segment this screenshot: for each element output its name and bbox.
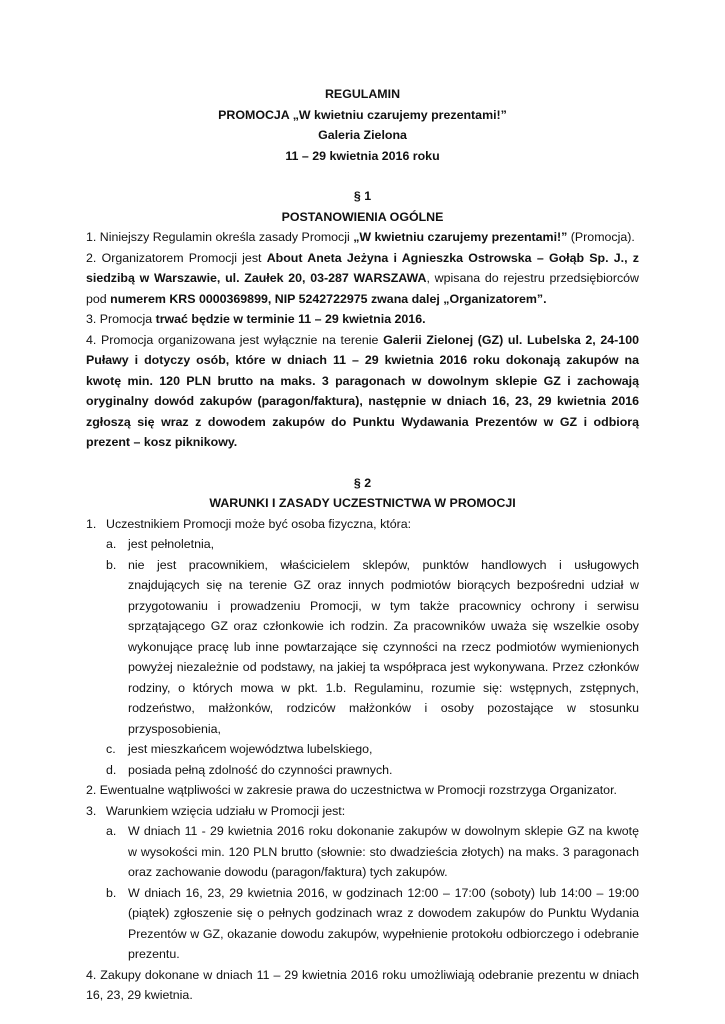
- section-1-point-3: 3. Promocja trwać będzie w terminie 11 – 29 kwietnia 2016.: [86, 312, 426, 326]
- list-item: b. nie jest pracownikiem, właścicielem sklepów, punktów handlowych i usługowych znajdujących się na terenie GZ oraz innych podmiotów biorących bezpośredni udział w przygotowaniu i prowadzeniu Promocji, w tym także pracownicy ochrony i serwisu sprzątającego GZ oraz członkowie ich rodzin. Za pracowników uważa się wszelkie osoby wykonujące pracę lub inne powtarzające się czynności na rzecz podmiotów wymienionych powyżej niezależnie od podstawy, na jakiej ta współpraca jest wykonywana. Przez członków rodziny, o których mowa w pkt. 1.b. Regulaminu, rozumie się: wstępnych, zstępnych, rodzeństwo, małżonków, rodziców małżonków i osoby pozostające w stosunku przysposobienia,: [106, 557, 639, 736]
- section-2-point-3-sublist: [106, 821, 639, 965]
- list-item: c. jest mieszkańcem województwa lubelskiego,: [106, 742, 373, 756]
- promo-dates: 11 – 29 kwietnia 2016 roku: [285, 148, 440, 163]
- section-2-point-1: 1. Uczestnikiem Promocji może być osoba fizyczna, która:: [86, 516, 412, 531]
- promo-name: PROMOCJA „W kwietniu czarujemy prezentami!”: [218, 107, 507, 122]
- list-item: b. W dniach 16, 23, 29 kwietnia 2016, w godzinach 12:00 – 17:00 (soboty) lub 14:00 – 19:00 (piątek) zgłoszenie się o pełnych godzinach wraz z dowodem zakupów do Punktu Wydania Prezentów w GZ, okazanie dowodu zakupów, wypełnienie protokołu odbiorczego i odebranie prezentu.: [106, 885, 639, 961]
- list-item: d. posiada pełną zdolność do czynności prawnych.: [106, 762, 393, 777]
- section-2-point-2: 2. Ewentualne wątpliwości w zakresie prawa do uczestnictwa w Promocji rozstrzyga Organizator.: [86, 783, 617, 797]
- section-2-point-3: 3. Warunkiem wzięcia udziału w Promocji jest:: [86, 803, 346, 818]
- section-1-heading: POSTANOWIENIA OGÓLNE: [281, 209, 444, 224]
- venue-name: Galeria Zielona: [318, 128, 407, 142]
- doc-title: REGULAMIN: [324, 87, 401, 101]
- section-1-mark: § 1: [353, 189, 372, 203]
- section-1-point-1: 1. Niniejszy Regulamin określa zasady Promocji „W kwietniu czarujemy prezentami!” (Promocja).: [86, 230, 635, 244]
- section-1-point-2: 2. Organizatorem Promocji jest About Aneta Jeżyna i Agnieszka Ostrowska – Gołąb Sp. J., z siedzibą w Warszawie, ul. Zaułek 20, 03-287 WARSZAWA, wpisana do rejestru przedsiębiorców pod numerem KRS 0000369899, NIP 5242722975 zwana dalej „Organizatorem”.: [86, 250, 640, 306]
- section-2-point-4: 4. Zakupy dokonane w dniach 11 – 29 kwietnia 2016 roku umożliwiają odebranie prezentu w dniach 16, 23, 29 kwietnia.: [86, 967, 639, 1002]
- section-1-point-4: 4. Promocja organizowana jest wyłącznie na terenie Galerii Zielonej (GZ) ul. Lubelska 2, 24-100 Puławy i dotyczy osób, które w dniach 11 – 29 kwietnia 2016 roku dokonają zakupów na kwotę min. 120 PLN brutto na maks. 3 paragonach w dowolnym sklepie GZ i zachowają oryginalny dowód zakupów (paragon/faktura), następnie w dniach 16, 23, 29 kwietnia 2016 zgłoszą się wraz z dowodem zakupów do Punktu Wydawania Prezentów w GZ i odbiorą prezent – kosz piknikowy.: [86, 332, 639, 449]
- list-item: a. jest pełnoletnia,: [106, 537, 215, 551]
- section-2-mark: § 2: [353, 475, 372, 490]
- section-2-heading: WARUNKI I ZASADY UCZESTNICTWA W PROMOCJI: [209, 496, 516, 510]
- list-item: a. W dniach 11 - 29 kwietnia 2016 roku dokonanie zakupów w dowolnym sklepie GZ na kwotę w wysokości min. 120 PLN brutto (słownie: sto dwadzieścia złotych) na maks. 3 paragonach oraz zachowanie dowodu (paragon/faktura) tych zakupów.: [106, 824, 639, 879]
- document-page: [86, 84, 639, 1006]
- section-2-point-1-sublist: [106, 534, 639, 780]
